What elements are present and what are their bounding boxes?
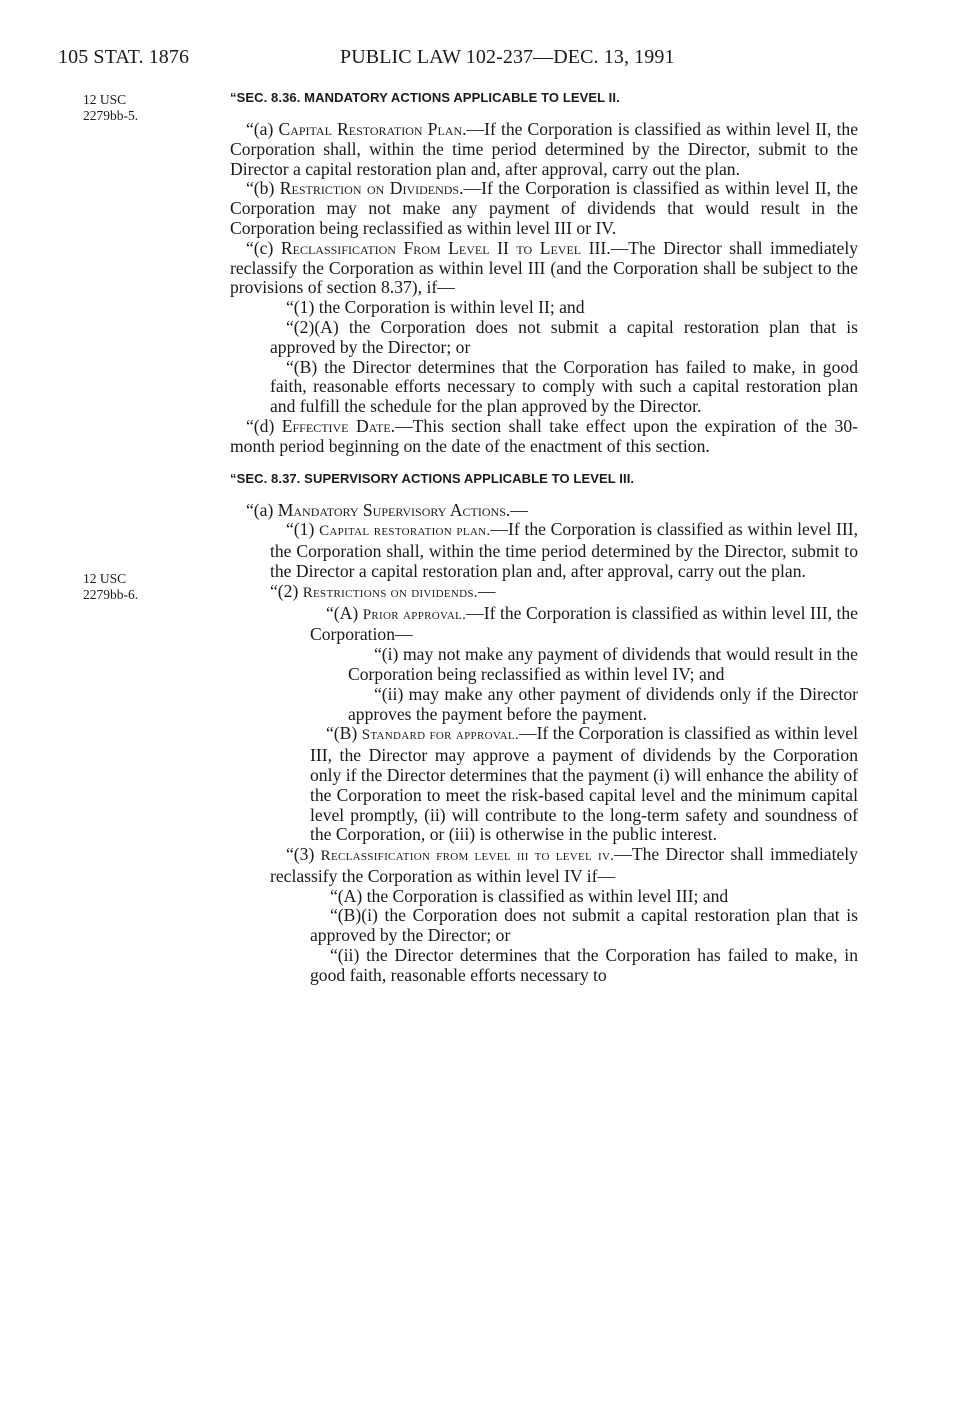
paragraph-837-a-3: “(3) Reclassification from level iii to level iv.—The Director shall immediately reclassify the Corporation as within level IV if— — [270, 844, 858, 886]
subparagraph-title: Standard for approval. — [361, 727, 519, 744]
paragraph-836-c-2-B: “(B) the Director determines that the Corporation has failed to make, in good faith, reasonable efforts necessary to comply with such a capital restoration plan and fulfill the schedule for the plan approved by the Director. — [270, 356, 858, 417]
section-heading-837: “SEC. 8.37. SUPERVISORY ACTIONS APPLICABLE TO LEVEL III. — [230, 470, 635, 486]
paragraph-title: Reclassification from level iii to level iv. — [320, 848, 615, 865]
subsection-title: Capital Restoration Plan. — [278, 119, 467, 139]
clause-837-a-2-A-i: “(i) may not make any payment of dividends that would result in the Corporation being reclassified as within level IV; and — [348, 644, 858, 684]
margin-citation-sec-837 — [83, 571, 138, 603]
subsection-836-a: “(a) Capital Restoration Plan.—If the Corporation is classified as within level II, the Corporation shall, within the time period determined by the Director, submit to the Director a capital restoration plan and, after approval, carry out the plan. — [230, 119, 859, 179]
subsection-title: Reclassification From Level II to Level III. — [280, 237, 611, 258]
law-title: PUBLIC LAW 102-237—DEC. 13, 1991 — [340, 46, 675, 68]
margin-citation-line1: 12 USC — [83, 92, 127, 107]
paragraph-836-c-2-A: “(2)(A) the Corporation does not submit a capital restoration plan that is approved by the Director; or — [270, 316, 858, 357]
statute-body — [230, 88, 858, 986]
subsection-title: Mandatory Supervisory Actions. — [277, 499, 511, 520]
stat-page-number: 105 STAT. 1876 — [58, 46, 190, 68]
subsection-836-b: “(b) Restriction on Dividends.—If the Corporation is classified as within level II, the Corporation may not make any payment of dividends that would result in the Corporation being reclassified as within level III or IV. — [230, 178, 858, 238]
paragraph-837-a-1: “(1) Capital restoration plan.—If the Corporation is classified as within level III, the Corporation shall, within the time period determined by the Director, submit to the Director a capital restoration plan and, after approval, carry out the plan. — [270, 519, 858, 581]
paragraph-837-a-2: “(2) Restrictions on dividends.— — [270, 580, 496, 601]
margin-citation-sec-836 — [83, 92, 138, 124]
margin-citation-line2: 2279bb-5. — [83, 108, 139, 123]
subparagraph-837-a-2-A: “(A) Prior approval.—If the Corporation is classified as within level III, the Corporation— — [310, 602, 858, 645]
subsection-title: Effective Date. — [281, 415, 396, 436]
subparagraph-837-a-2-B: “(B) Standard for approval.—If the Corporation is classified as within level III, the Director may approve a payment of dividends by the Corporation only if the Director determines that the payment (i) will enhance the ability of the Corporation to meet the risk-based capital level and the minimum capital level promptly, (ii) will contribute to the long-term safety and soundness of the Corporation, or (iii) is otherwise in the public interest. — [310, 723, 858, 845]
subsection-837-a: “(a) Mandatory Supervisory Actions.— — [246, 499, 528, 520]
clause-837-a-2-A-ii: “(ii) may make any other payment of dividends only if the Director approves the payment before the payment. — [348, 683, 858, 724]
subparagraph-title: Prior approval. — [362, 606, 467, 623]
subparagraph-837-a-3-B-i: “(B)(i) the Corporation does not submit a capital restoration plan that is approved by the Director; or — [310, 905, 858, 946]
paragraph-836-c-1: “(1) the Corporation is within level II; and — [286, 297, 585, 318]
margin-citation-line2: 2279bb-6. — [83, 587, 139, 602]
paragraph-title: Restrictions on dividends. — [302, 584, 478, 601]
margin-citation-line1: 12 USC — [83, 571, 127, 586]
paragraph-title: Capital restoration plan. — [319, 523, 491, 540]
subsection-836-c: “(c) Reclassification From Level II to Level III.—The Director shall immediately reclassify the Corporation as within level III (and the Corporation shall be subject to the provisions of section 8.37), if— — [230, 237, 859, 298]
clause-837-a-3-B-ii: “(ii) the Director determines that the Corporation has failed to make, in good faith, reasonable efforts necessary to — [310, 945, 858, 985]
subsection-836-d: “(d) Effective Date.—This section shall take effect upon the expiration of the 30-month period beginning on the date of the enactment of this section. — [230, 415, 858, 456]
subparagraph-837-a-3-A: “(A) the Corporation is classified as within level III; and — [330, 885, 729, 906]
section-heading-836: “SEC. 8.36. MANDATORY ACTIONS APPLICABLE TO LEVEL II. — [230, 90, 620, 105]
subsection-title: Restriction on Dividends. — [279, 178, 464, 199]
